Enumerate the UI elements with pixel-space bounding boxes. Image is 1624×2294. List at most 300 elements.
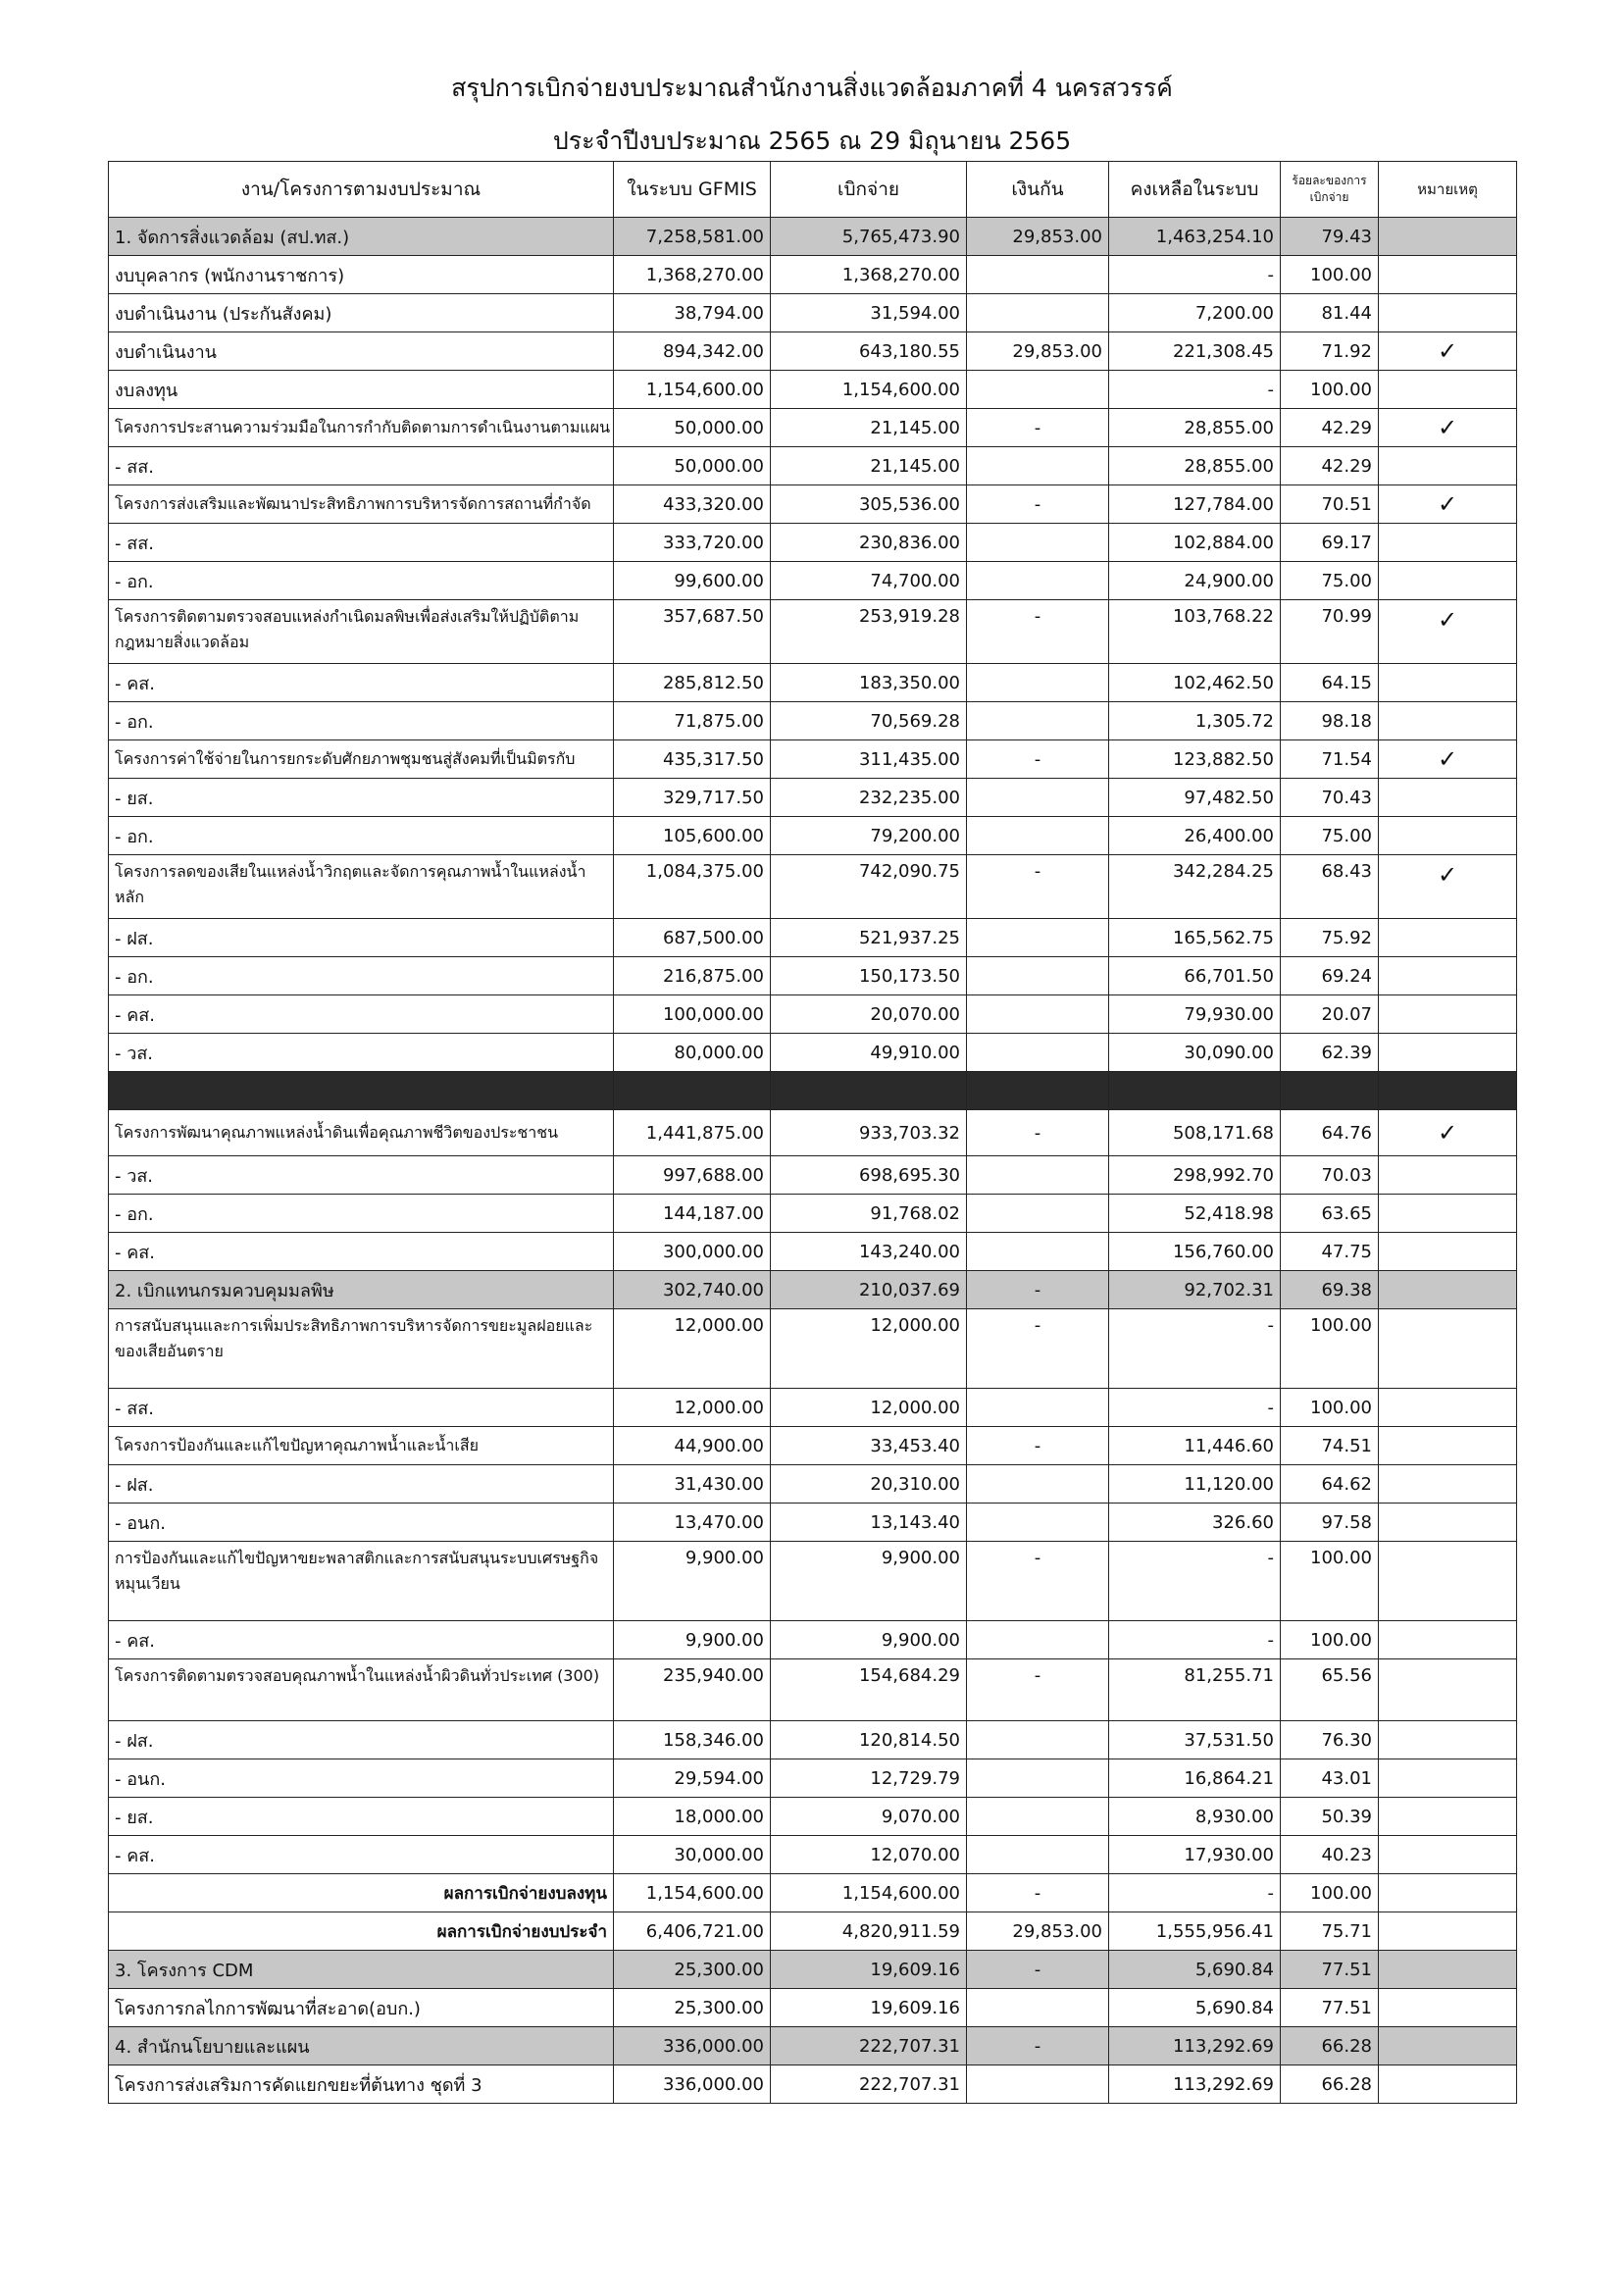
cell-gfmis: 357,687.50 (614, 600, 771, 664)
cell-remaining: 123,882.50 (1109, 740, 1281, 779)
cell-reserved (967, 1233, 1109, 1271)
cell-remark (1379, 779, 1517, 817)
table-row (109, 919, 1517, 957)
row-name: โครงการค่าใช้จ่ายในการยกระดับศักยภาพชุมชนสู่สังคมที่เป็นมิตรกับ (109, 740, 614, 779)
table-row (109, 855, 1517, 919)
cell-percent: 75.71 (1281, 1912, 1379, 1951)
cell-remaining: - (1109, 256, 1281, 294)
table-row (109, 1110, 1517, 1156)
cell-remaining: 97,482.50 (1109, 779, 1281, 817)
cell-reserved (967, 1072, 1109, 1110)
cell-percent: 100.00 (1281, 1621, 1379, 1659)
cell-gfmis: 302,740.00 (614, 1271, 771, 1309)
cell-reserved (967, 1721, 1109, 1759)
cell-remaining: 1,463,254.10 (1109, 218, 1281, 256)
cell-remaining: 103,768.22 (1109, 600, 1281, 664)
section-row (109, 2027, 1517, 2065)
check-icon: ✓ (1379, 409, 1517, 447)
cell-paid: 230,836.00 (771, 524, 967, 562)
row-name: โครงการติดตามตรวจสอบคุณภาพน้ำในแหล่งน้ำผิวดินทั่วประเทศ (300) (109, 1659, 614, 1721)
row-name: - อนก. (109, 1759, 614, 1798)
cell-remaining: 8,930.00 (1109, 1798, 1281, 1836)
row-name: โครงการติดตามตรวจสอบแหล่งกำเนิดมลพิษเพื่อส่งเสริมให้ปฏิบัติตามกฎหมายสิ่งแวดล้อม (109, 600, 614, 664)
cell-percent: 77.51 (1281, 1989, 1379, 2027)
cell-reserved: - (967, 1659, 1109, 1721)
cell-paid: 305,536.00 (771, 485, 967, 524)
table-row (109, 524, 1517, 562)
cell-gfmis: 38,794.00 (614, 294, 771, 332)
cell-reserved (967, 957, 1109, 995)
check-icon: ✓ (1379, 740, 1517, 779)
cell-gfmis: 1,084,375.00 (614, 855, 771, 919)
cell-percent: 64.15 (1281, 664, 1379, 702)
cell-gfmis: 329,717.50 (614, 779, 771, 817)
table-row (109, 1034, 1517, 1072)
table-row (109, 957, 1517, 995)
cell-paid: 12,729.79 (771, 1759, 967, 1798)
cell-reserved: 29,853.00 (967, 1912, 1109, 1951)
cell-remark (1379, 218, 1517, 256)
cell-reserved: - (967, 1542, 1109, 1621)
cell-percent: 43.01 (1281, 1759, 1379, 1798)
cell-remark (1379, 1156, 1517, 1195)
cell-paid: 1,154,600.00 (771, 371, 967, 409)
cell-paid: 91,768.02 (771, 1195, 967, 1233)
cell-percent: 75.92 (1281, 919, 1379, 957)
table-row (109, 256, 1517, 294)
cell-remark (1379, 562, 1517, 600)
cell-remaining: 127,784.00 (1109, 485, 1281, 524)
table-row (109, 1156, 1517, 1195)
table-row (109, 1233, 1517, 1271)
row-name: โครงการประสานความร่วมมือในการกำกับติดตามการดำเนินงานตามแผน (109, 409, 614, 447)
cell-percent: 71.92 (1281, 332, 1379, 371)
row-name: ผลการเบิกจ่ายงบประจำ (109, 1912, 614, 1951)
cell-remark (1379, 1465, 1517, 1504)
cell-reserved: - (967, 1951, 1109, 1989)
cell-paid: 12,070.00 (771, 1836, 967, 1874)
cell-paid: 5,765,473.90 (771, 218, 967, 256)
cell-reserved (967, 1389, 1109, 1427)
row-name: - อนก. (109, 1504, 614, 1542)
check-icon: ✓ (1379, 1110, 1517, 1156)
cell-paid: 742,090.75 (771, 855, 967, 919)
row-name: - วส. (109, 1156, 614, 1195)
cell-remaining: 66,701.50 (1109, 957, 1281, 995)
cell-gfmis: 997,688.00 (614, 1156, 771, 1195)
cell-reserved: 29,853.00 (967, 332, 1109, 371)
cell-gfmis: 7,258,581.00 (614, 218, 771, 256)
cell-reserved (967, 1195, 1109, 1233)
cell-reserved (967, 1798, 1109, 1836)
cell-remaining (1109, 1072, 1281, 1110)
cell-paid: 19,609.16 (771, 1989, 967, 2027)
cell-remaining: 28,855.00 (1109, 409, 1281, 447)
table-row (109, 1798, 1517, 1836)
cell-percent: 70.99 (1281, 600, 1379, 664)
cell-paid: 74,700.00 (771, 562, 967, 600)
col-header-remaining: คงเหลือในระบบ (1109, 162, 1281, 218)
cell-reserved (967, 919, 1109, 957)
cell-remark (1379, 995, 1517, 1034)
cell-remark (1379, 702, 1517, 740)
row-name: - ฝส. (109, 919, 614, 957)
table-row (109, 1427, 1517, 1465)
cell-paid: 1,368,270.00 (771, 256, 967, 294)
table-row (109, 485, 1517, 524)
cell-paid: 253,919.28 (771, 600, 967, 664)
table-row (109, 1989, 1517, 2027)
table-row (109, 332, 1517, 371)
cell-remaining: 156,760.00 (1109, 1233, 1281, 1271)
cell-remark (1379, 1309, 1517, 1389)
table-body (109, 218, 1517, 2104)
table-row (109, 702, 1517, 740)
cell-gfmis: 25,300.00 (614, 1951, 771, 1989)
cell-reserved (967, 1759, 1109, 1798)
row-name: - อก. (109, 817, 614, 855)
cell-gfmis: 12,000.00 (614, 1389, 771, 1427)
cell-remark (1379, 1659, 1517, 1721)
cell-remaining: - (1109, 1542, 1281, 1621)
section-row (109, 1951, 1517, 1989)
cell-remaining: 11,446.60 (1109, 1427, 1281, 1465)
cell-paid: 9,900.00 (771, 1542, 967, 1621)
table-row (109, 1759, 1517, 1798)
cell-paid: 21,145.00 (771, 447, 967, 485)
cell-percent: 100.00 (1281, 256, 1379, 294)
cell-percent: 63.65 (1281, 1195, 1379, 1233)
cell-remaining: 5,690.84 (1109, 1989, 1281, 2027)
cell-percent: 68.43 (1281, 855, 1379, 919)
cell-remark (1379, 1233, 1517, 1271)
cell-percent: 100.00 (1281, 1309, 1379, 1389)
table-row (109, 1072, 1517, 1110)
cell-gfmis: 300,000.00 (614, 1233, 771, 1271)
check-icon: ✓ (1379, 485, 1517, 524)
table-row (109, 779, 1517, 817)
cell-gfmis (614, 1072, 771, 1110)
cell-percent: 69.17 (1281, 524, 1379, 562)
cell-percent: 100.00 (1281, 1389, 1379, 1427)
row-name: - คส. (109, 995, 614, 1034)
cell-remark (1379, 957, 1517, 995)
row-name: การสนับสนุนและการเพิ่มประสิทธิภาพการบริหารจัดการขยะมูลฝอยและของเสียอันตราย (109, 1309, 614, 1389)
cell-remaining: 5,690.84 (1109, 1951, 1281, 1989)
cell-reserved (967, 294, 1109, 332)
cell-remark (1379, 371, 1517, 409)
cell-remark (1379, 1034, 1517, 1072)
row-name: - วส. (109, 1034, 614, 1072)
cell-remark (1379, 524, 1517, 562)
cell-paid: 643,180.55 (771, 332, 967, 371)
table-row (109, 1659, 1517, 1721)
row-name: โครงการกลไกการพัฒนาที่สะอาด(อบก.) (109, 1989, 614, 2027)
cell-remaining: 298,992.70 (1109, 1156, 1281, 1195)
cell-reserved: - (967, 1271, 1109, 1309)
cell-reserved: - (967, 409, 1109, 447)
cell-remark (1379, 256, 1517, 294)
cell-paid (771, 1072, 967, 1110)
cell-reserved (967, 2065, 1109, 2104)
table-row (109, 1309, 1517, 1389)
cell-paid: 13,143.40 (771, 1504, 967, 1542)
cell-gfmis: 144,187.00 (614, 1195, 771, 1233)
cell-remaining: 24,900.00 (1109, 562, 1281, 600)
cell-remark (1379, 1874, 1517, 1912)
row-name: - ยส. (109, 779, 614, 817)
cell-remaining: 17,930.00 (1109, 1836, 1281, 1874)
summary-row (109, 1912, 1517, 1951)
cell-reserved (967, 1621, 1109, 1659)
row-name (109, 1072, 614, 1110)
cell-reserved (967, 779, 1109, 817)
cell-remark (1379, 919, 1517, 957)
section-row (109, 1271, 1517, 1309)
cell-gfmis: 71,875.00 (614, 702, 771, 740)
row-name: - อก. (109, 702, 614, 740)
cell-paid: 143,240.00 (771, 1233, 967, 1271)
table-row (109, 817, 1517, 855)
cell-reserved (967, 995, 1109, 1034)
cell-reserved: - (967, 600, 1109, 664)
cell-gfmis: 100,000.00 (614, 995, 771, 1034)
cell-gfmis: 336,000.00 (614, 2065, 771, 2104)
document-subtitle: ประจำปีงบประมาณ 2565 ณ 29 มิถุนายน 2565 (552, 127, 1072, 155)
cell-reserved: - (967, 855, 1109, 919)
cell-paid: 20,310.00 (771, 1465, 967, 1504)
table-row (109, 447, 1517, 485)
row-name: - สส. (109, 524, 614, 562)
check-icon: ✓ (1379, 332, 1517, 371)
cell-remark (1379, 1389, 1517, 1427)
cell-gfmis: 80,000.00 (614, 1034, 771, 1072)
cell-remark (1379, 447, 1517, 485)
cell-remaining: 102,462.50 (1109, 664, 1281, 702)
cell-remark (1379, 1989, 1517, 2027)
row-name: การป้องกันและแก้ไขปัญหาขยะพลาสติกและการสนับสนุนระบบเศรษฐกิจหมุนเวียน (109, 1542, 614, 1621)
cell-paid: 222,707.31 (771, 2065, 967, 2104)
cell-paid: 20,070.00 (771, 995, 967, 1034)
cell-percent: 76.30 (1281, 1721, 1379, 1759)
cell-gfmis: 31,430.00 (614, 1465, 771, 1504)
cell-paid: 120,814.50 (771, 1721, 967, 1759)
cell-gfmis: 12,000.00 (614, 1309, 771, 1389)
col-header-name: งาน/โครงการตามงบประมาณ (109, 162, 614, 218)
cell-remaining: 7,200.00 (1109, 294, 1281, 332)
cell-reserved: - (967, 485, 1109, 524)
cell-reserved: - (967, 1874, 1109, 1912)
cell-remark (1379, 817, 1517, 855)
table-row (109, 409, 1517, 447)
row-name: - คส. (109, 1233, 614, 1271)
cell-percent: 66.28 (1281, 2027, 1379, 2065)
cell-remark (1379, 2065, 1517, 2104)
table-row (109, 371, 1517, 409)
cell-gfmis: 1,154,600.00 (614, 1874, 771, 1912)
cell-paid: 21,145.00 (771, 409, 967, 447)
cell-paid: 19,609.16 (771, 1951, 967, 1989)
cell-remark (1379, 1951, 1517, 1989)
cell-gfmis: 29,594.00 (614, 1759, 771, 1798)
cell-paid: 70,569.28 (771, 702, 967, 740)
cell-percent: 98.18 (1281, 702, 1379, 740)
cell-percent: 64.76 (1281, 1110, 1379, 1156)
cell-gfmis: 1,154,600.00 (614, 371, 771, 409)
cell-gfmis: 1,368,270.00 (614, 256, 771, 294)
table-row (109, 1504, 1517, 1542)
cell-remaining: 221,308.45 (1109, 332, 1281, 371)
table-row (109, 562, 1517, 600)
cell-reserved (967, 562, 1109, 600)
col-header-reserved: เงินกัน (967, 162, 1109, 218)
cell-remaining: 81,255.71 (1109, 1659, 1281, 1721)
table-row (109, 1465, 1517, 1504)
table-header-row (109, 162, 1517, 218)
cell-gfmis: 44,900.00 (614, 1427, 771, 1465)
cell-remaining: 52,418.98 (1109, 1195, 1281, 1233)
cell-percent: 64.62 (1281, 1465, 1379, 1504)
cell-gfmis: 50,000.00 (614, 409, 771, 447)
check-icon: ✓ (1379, 855, 1517, 919)
cell-remaining: 37,531.50 (1109, 1721, 1281, 1759)
row-name: - ยส. (109, 1798, 614, 1836)
cell-reserved: - (967, 1110, 1109, 1156)
cell-paid: 1,154,600.00 (771, 1874, 967, 1912)
row-name: - คส. (109, 1621, 614, 1659)
cell-paid: 210,037.69 (771, 1271, 967, 1309)
cell-reserved (967, 447, 1109, 485)
cell-reserved (967, 1989, 1109, 2027)
cell-gfmis: 9,900.00 (614, 1621, 771, 1659)
cell-reserved (967, 1465, 1109, 1504)
row-name: โครงการส่งเสริมการคัดแยกขยะที่ต้นทาง ชุดที่ 3 (109, 2065, 614, 2104)
cell-remark (1379, 294, 1517, 332)
row-name: - อก. (109, 957, 614, 995)
cell-remark (1379, 1721, 1517, 1759)
cell-gfmis: 99,600.00 (614, 562, 771, 600)
row-name: งบลงทุน (109, 371, 614, 409)
cell-paid: 9,070.00 (771, 1798, 967, 1836)
cell-paid: 12,000.00 (771, 1389, 967, 1427)
cell-percent: 70.03 (1281, 1156, 1379, 1195)
cell-remaining: 326.60 (1109, 1504, 1281, 1542)
cell-percent: 97.58 (1281, 1504, 1379, 1542)
cell-remaining: - (1109, 1621, 1281, 1659)
cell-remaining: 11,120.00 (1109, 1465, 1281, 1504)
cell-remaining: 342,284.25 (1109, 855, 1281, 919)
cell-paid: 9,900.00 (771, 1621, 967, 1659)
cell-remark (1379, 1759, 1517, 1798)
cell-remaining: - (1109, 371, 1281, 409)
row-name: - ฝส. (109, 1465, 614, 1504)
cell-gfmis: 25,300.00 (614, 1989, 771, 2027)
row-name: โครงการลดของเสียในแหล่งน้ำวิกฤตและจัดการคุณภาพน้ำในแหล่งน้ำหลัก (109, 855, 614, 919)
cell-remaining: 79,930.00 (1109, 995, 1281, 1034)
cell-paid: 311,435.00 (771, 740, 967, 779)
cell-gfmis: 285,812.50 (614, 664, 771, 702)
cell-reserved (967, 371, 1109, 409)
cell-percent: 69.24 (1281, 957, 1379, 995)
cell-percent: 100.00 (1281, 1542, 1379, 1621)
cell-paid: 933,703.32 (771, 1110, 967, 1156)
cell-percent (1281, 1072, 1379, 1110)
table-row (109, 1721, 1517, 1759)
cell-reserved (967, 256, 1109, 294)
cell-paid: 31,594.00 (771, 294, 967, 332)
cell-reserved: - (967, 1309, 1109, 1389)
cell-remaining: 26,400.00 (1109, 817, 1281, 855)
cell-remark (1379, 1504, 1517, 1542)
row-name: 1. จัดการสิ่งแวดล้อม (สป.ทส.) (109, 218, 614, 256)
cell-percent: 71.54 (1281, 740, 1379, 779)
cell-percent: 100.00 (1281, 371, 1379, 409)
cell-gfmis: 433,320.00 (614, 485, 771, 524)
cell-paid: 183,350.00 (771, 664, 967, 702)
cell-reserved (967, 1504, 1109, 1542)
cell-reserved (967, 817, 1109, 855)
cell-remaining: 30,090.00 (1109, 1034, 1281, 1072)
cell-percent: 69.38 (1281, 1271, 1379, 1309)
cell-gfmis: 216,875.00 (614, 957, 771, 995)
row-name: งบบุคลากร (พนักงานราชการ) (109, 256, 614, 294)
table-row (109, 1621, 1517, 1659)
cell-gfmis: 235,940.00 (614, 1659, 771, 1721)
cell-reserved: - (967, 740, 1109, 779)
row-name: โครงการพัฒนาคุณภาพแหล่งน้ำดินเพื่อคุณภาพชีวิตของประชาชน (109, 1110, 614, 1156)
cell-paid: 79,200.00 (771, 817, 967, 855)
cell-remark (1379, 1836, 1517, 1874)
cell-remaining: - (1109, 1309, 1281, 1389)
cell-percent: 20.07 (1281, 995, 1379, 1034)
cell-percent: 42.29 (1281, 447, 1379, 485)
cell-percent: 74.51 (1281, 1427, 1379, 1465)
cell-remaining: 28,855.00 (1109, 447, 1281, 485)
cell-remaining: 165,562.75 (1109, 919, 1281, 957)
col-header-remark: หมายเหตุ (1379, 162, 1517, 218)
cell-percent: 70.51 (1281, 485, 1379, 524)
document-title: สรุปการเบิกจ่ายงบประมาณสำนักงานสิ่งแวดล้อมภาคที่ 4 นครสวรรค์ (451, 74, 1173, 102)
table-row (109, 2065, 1517, 2104)
cell-percent: 50.39 (1281, 1798, 1379, 1836)
table-row (109, 995, 1517, 1034)
table-row (109, 1195, 1517, 1233)
col-header-gfmis: ในระบบ GFMIS (614, 162, 771, 218)
cell-paid: 33,453.40 (771, 1427, 967, 1465)
cell-reserved: - (967, 2027, 1109, 2065)
cell-remark (1379, 664, 1517, 702)
cell-paid: 49,910.00 (771, 1034, 967, 1072)
cell-percent: 62.39 (1281, 1034, 1379, 1072)
cell-percent: 77.51 (1281, 1951, 1379, 1989)
cell-remark (1379, 1912, 1517, 1951)
check-icon: ✓ (1379, 600, 1517, 664)
cell-percent: 65.56 (1281, 1659, 1379, 1721)
summary-row (109, 1874, 1517, 1912)
cell-paid: 4,820,911.59 (771, 1912, 967, 1951)
row-name: 4. สำนักนโยบายและแผน (109, 2027, 614, 2065)
row-name: - คส. (109, 1836, 614, 1874)
table-row (109, 1389, 1517, 1427)
cell-remaining: 1,305.72 (1109, 702, 1281, 740)
row-name: - คส. (109, 664, 614, 702)
cell-reserved (967, 524, 1109, 562)
cell-reserved: - (967, 1427, 1109, 1465)
cell-remaining: - (1109, 1874, 1281, 1912)
cell-gfmis: 105,600.00 (614, 817, 771, 855)
table-row (109, 1542, 1517, 1621)
cell-paid: 232,235.00 (771, 779, 967, 817)
